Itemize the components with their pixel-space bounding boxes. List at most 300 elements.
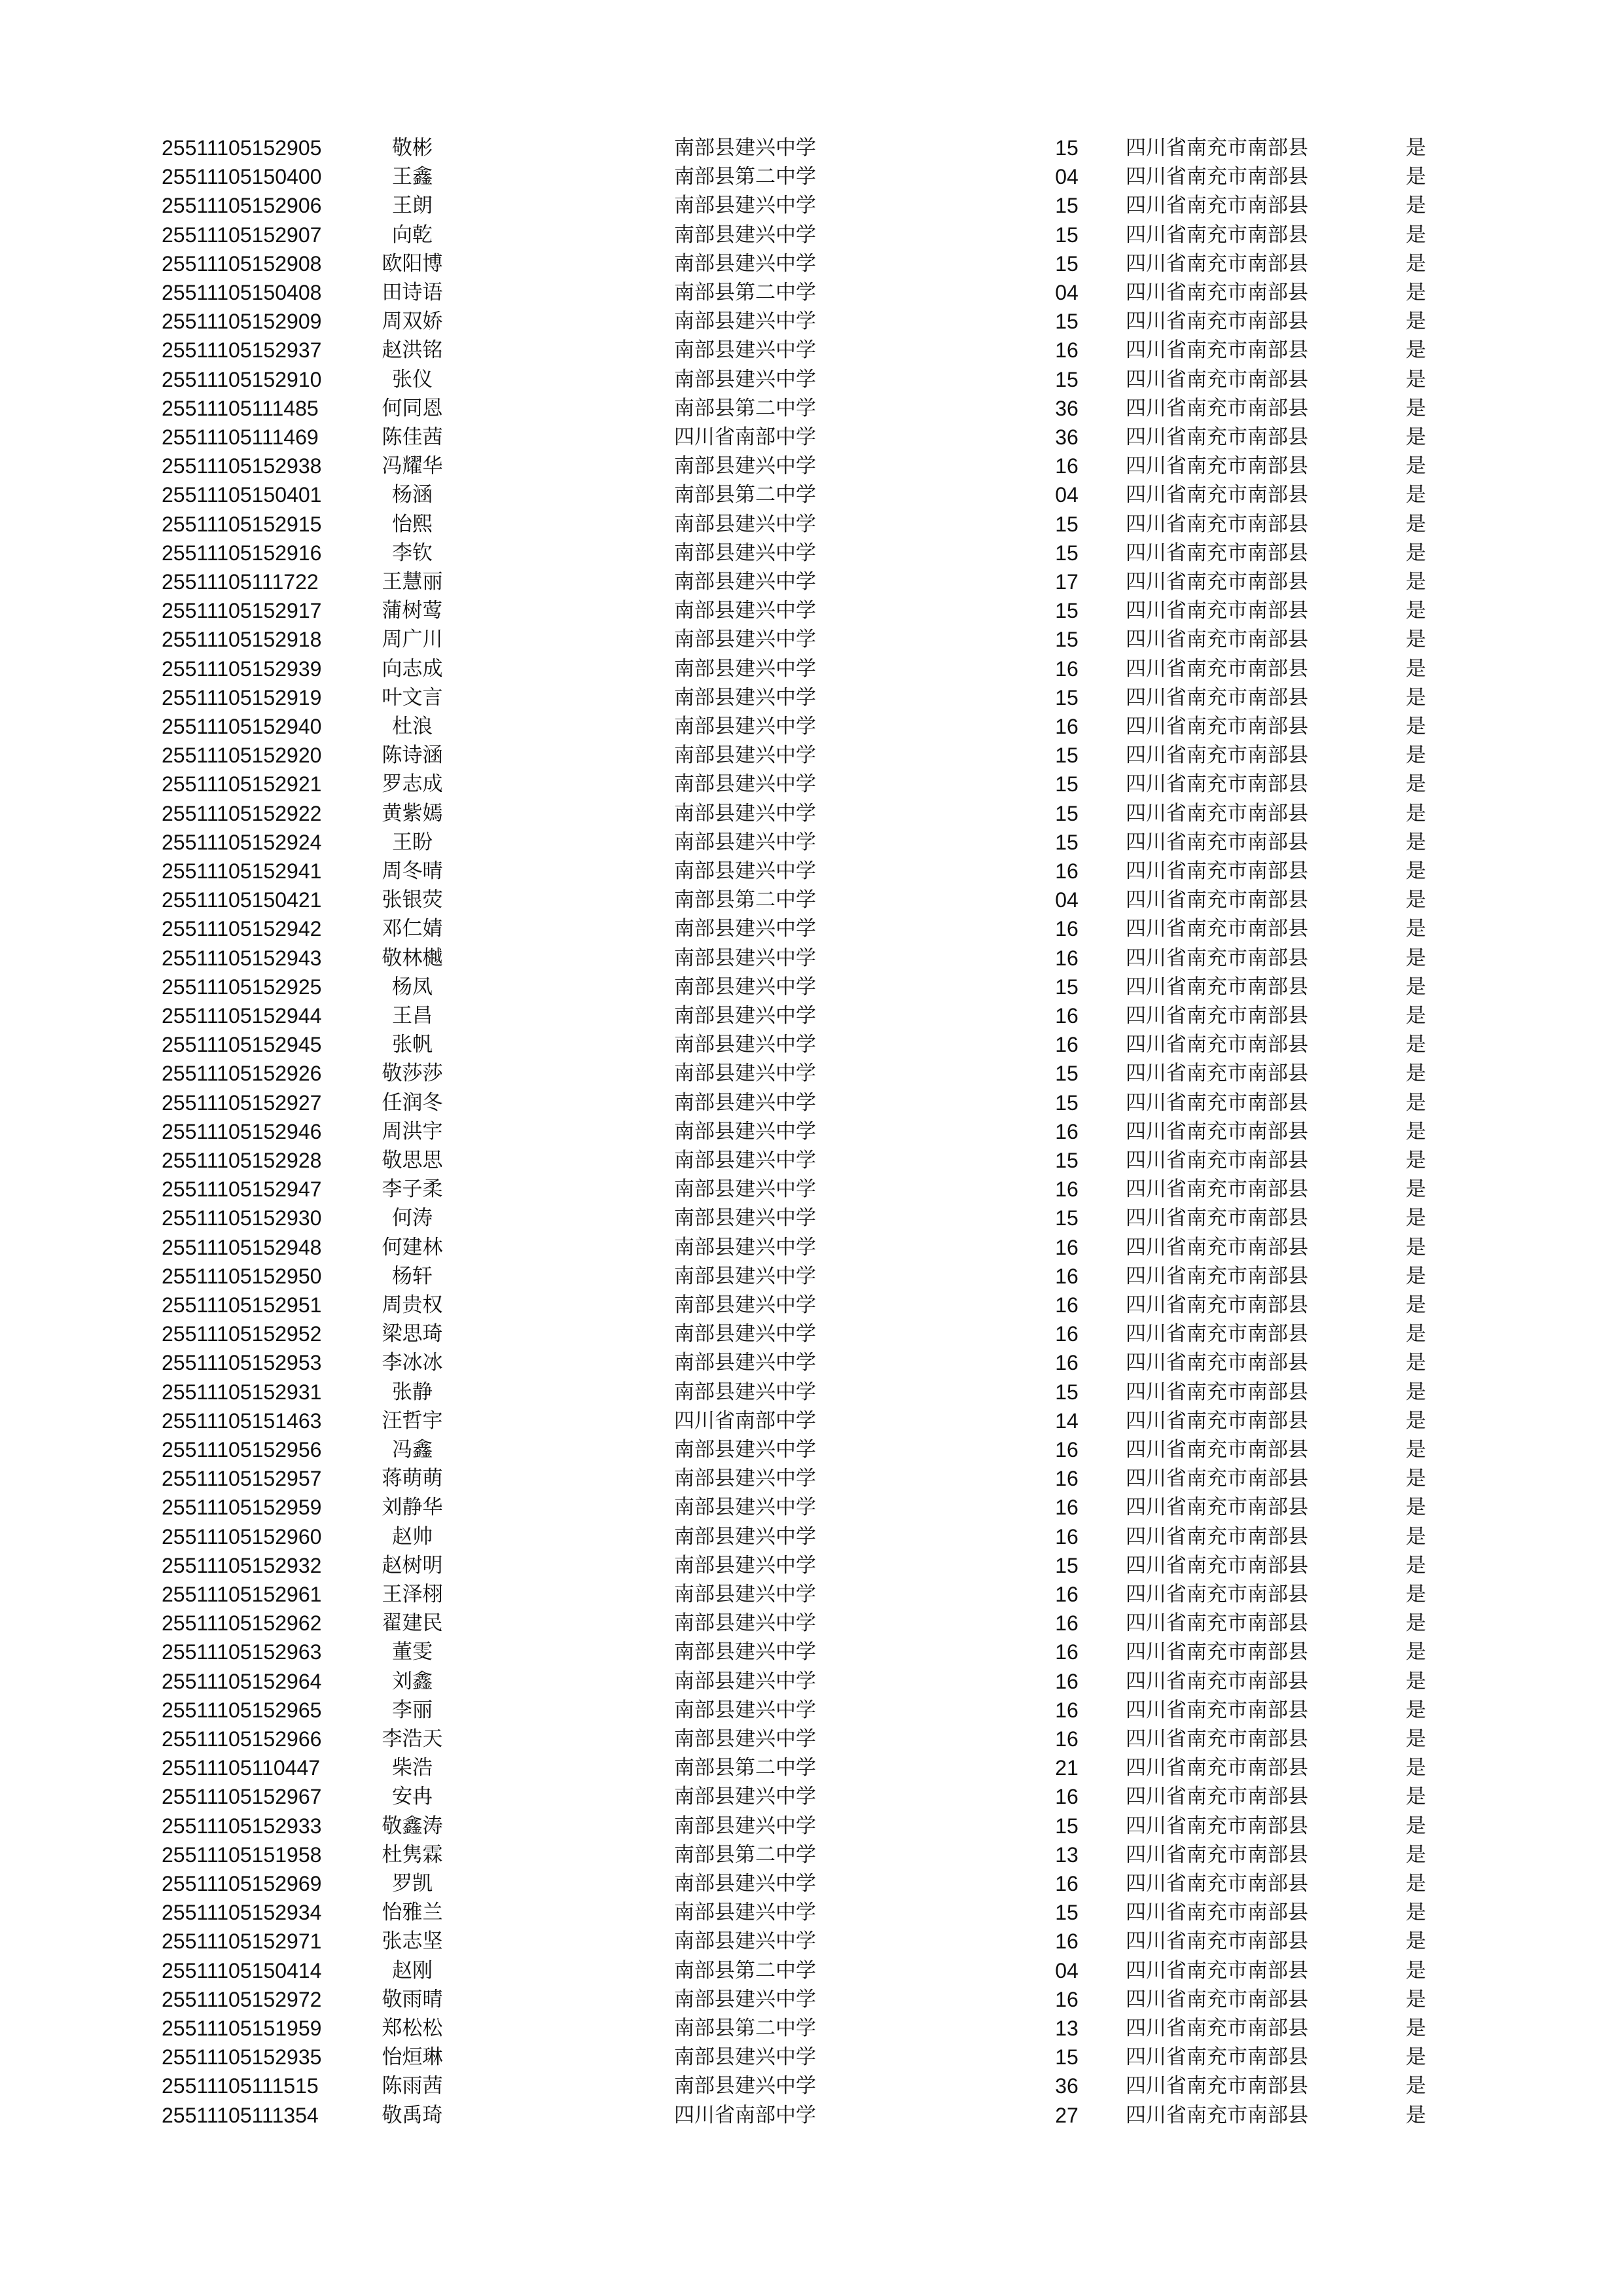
region-name: 四川省南充市南部县 (1126, 1090, 1308, 1115)
student-name: 柴浩 (392, 1756, 433, 1780)
student-id: 25511105150400 (162, 165, 322, 189)
status-flag: 是 (1406, 744, 1426, 768)
school-name: 南部县建兴中学 (674, 975, 816, 999)
table-row (0, 567, 1623, 596)
status-flag: 是 (1406, 483, 1426, 507)
status-flag: 是 (1406, 396, 1426, 420)
class-number: 15 (1055, 975, 1079, 999)
student-name: 王昌 (392, 1004, 433, 1028)
region-name: 四川省南充市南部县 (1126, 1351, 1308, 1375)
student-id: 25511105150408 (162, 281, 322, 304)
student-name: 董雯 (392, 1640, 433, 1664)
table-row (0, 2101, 1623, 2130)
school-name: 四川省南部中学 (674, 2103, 816, 2127)
class-number: 15 (1055, 801, 1079, 825)
class-number: 36 (1055, 425, 1079, 449)
class-number: 15 (1055, 744, 1079, 768)
school-name: 南部县建兴中学 (674, 1119, 816, 1143)
table-row (0, 1638, 1623, 1666)
student-id: 25511105152920 (162, 744, 322, 768)
status-flag: 是 (1406, 223, 1426, 247)
school-name: 南部县建兴中学 (674, 1872, 816, 1895)
class-number: 16 (1055, 1177, 1079, 1202)
school-name: 南部县建兴中学 (674, 570, 816, 594)
region-name: 四川省南充市南部县 (1126, 715, 1308, 738)
student-name: 敬林樾 (382, 946, 443, 970)
status-flag: 是 (1406, 1814, 1426, 1838)
region-name: 四川省南充市南部县 (1126, 194, 1308, 218)
student-name: 李冰冰 (382, 1351, 443, 1375)
region-name: 四川省南充市南部县 (1126, 454, 1308, 478)
school-name: 南部县建兴中学 (674, 1467, 816, 1491)
student-id: 25511105152959 (162, 1496, 322, 1520)
student-name: 赵洪铭 (382, 338, 443, 363)
school-name: 南部县建兴中学 (674, 338, 816, 363)
table-row (0, 1782, 1623, 1811)
student-id: 25511105152967 (162, 1785, 322, 1809)
student-name: 刘静华 (382, 1496, 443, 1520)
table-row (0, 596, 1623, 625)
class-number: 16 (1055, 1496, 1079, 1520)
student-id: 25511105152928 (162, 1149, 322, 1172)
class-number: 15 (1055, 1149, 1079, 1172)
student-id: 25511105152916 (162, 541, 322, 565)
student-id: 25511105152947 (162, 1177, 322, 1202)
class-number: 15 (1055, 1062, 1079, 1086)
student-id: 25511105152915 (162, 512, 322, 536)
class-number: 16 (1055, 1727, 1079, 1751)
student-id: 25511105150421 (162, 888, 322, 912)
status-flag: 是 (1406, 425, 1426, 449)
school-name: 南部县建兴中学 (674, 223, 816, 247)
region-name: 四川省南充市南部县 (1126, 1033, 1308, 1057)
table-row (0, 799, 1623, 828)
table-row (0, 2014, 1623, 2043)
student-name: 邓仁婧 (382, 917, 443, 941)
student-name: 冯鑫 (392, 1438, 433, 1462)
region-name: 四川省南充市南部县 (1126, 1872, 1308, 1895)
school-name: 南部县建兴中学 (674, 1901, 816, 1925)
student-name: 张仪 (392, 367, 433, 391)
table-row (0, 944, 1623, 973)
school-name: 南部县第二中学 (674, 1958, 816, 1982)
region-name: 四川省南充市南部县 (1126, 1640, 1308, 1664)
table-row (0, 1348, 1623, 1377)
class-number: 16 (1055, 1264, 1079, 1288)
region-name: 四川省南充市南部县 (1126, 1177, 1308, 1202)
table-row (0, 162, 1623, 191)
region-name: 四川省南充市南部县 (1126, 946, 1308, 970)
class-number: 15 (1055, 251, 1079, 276)
region-name: 四川省南充市南部县 (1126, 165, 1308, 189)
class-number: 16 (1055, 946, 1079, 970)
student-name: 翟建民 (382, 1611, 443, 1636)
status-flag: 是 (1406, 1235, 1426, 1259)
school-name: 南部县建兴中学 (674, 1611, 816, 1636)
table-row (0, 452, 1623, 480)
class-number: 16 (1055, 1293, 1079, 1317)
student-name: 敬雨晴 (382, 1987, 443, 2011)
student-id: 25511105152905 (162, 136, 322, 160)
status-flag: 是 (1406, 975, 1426, 999)
student-name: 田诗语 (382, 281, 443, 304)
student-name: 何建林 (382, 1235, 443, 1259)
region-name: 四川省南充市南部县 (1126, 1004, 1308, 1028)
student-name: 杨涵 (392, 483, 433, 507)
table-row (0, 221, 1623, 249)
class-number: 15 (1055, 512, 1079, 536)
school-name: 南部县第二中学 (674, 1842, 816, 1867)
class-number: 36 (1055, 396, 1079, 420)
region-name: 四川省南充市南部县 (1126, 1958, 1308, 1982)
table-row (0, 655, 1623, 683)
table-row (0, 365, 1623, 394)
class-number: 14 (1055, 1408, 1079, 1433)
class-number: 15 (1055, 1380, 1079, 1404)
status-flag: 是 (1406, 917, 1426, 941)
class-number: 15 (1055, 2045, 1079, 2070)
status-flag: 是 (1406, 1177, 1426, 1202)
class-number: 36 (1055, 2074, 1079, 2098)
student-name: 赵帅 (392, 1524, 433, 1549)
status-flag: 是 (1406, 1062, 1426, 1086)
student-name: 李浩天 (382, 1727, 443, 1751)
student-name: 陈诗涵 (382, 744, 443, 768)
table-row (0, 1001, 1623, 1030)
status-flag: 是 (1406, 1698, 1426, 1722)
region-name: 四川省南充市南部县 (1126, 1553, 1308, 1577)
status-flag: 是 (1406, 1958, 1426, 1982)
region-name: 四川省南充市南部县 (1126, 917, 1308, 941)
school-name: 南部县建兴中学 (674, 946, 816, 970)
class-number: 16 (1055, 1322, 1079, 1346)
table-row (0, 1117, 1623, 1146)
student-name: 杜隽霖 (382, 1842, 443, 1867)
table-row (0, 1204, 1623, 1232)
region-name: 四川省南充市南部县 (1126, 1814, 1308, 1838)
region-name: 四川省南充市南部县 (1126, 685, 1308, 709)
student-id: 25511105152972 (162, 1987, 322, 2011)
school-name: 南部县建兴中学 (674, 512, 816, 536)
table-row (0, 1059, 1623, 1088)
status-flag: 是 (1406, 1467, 1426, 1491)
table-row (0, 480, 1623, 509)
student-name: 周贵权 (382, 1293, 443, 1317)
student-name: 敬禹琦 (382, 2103, 443, 2127)
class-number: 15 (1055, 136, 1079, 160)
table-row (0, 886, 1623, 914)
school-name: 南部县建兴中学 (674, 1351, 816, 1375)
student-name: 王泽栩 (382, 1583, 443, 1606)
status-flag: 是 (1406, 2103, 1426, 2127)
school-name: 南部县第二中学 (674, 1756, 816, 1780)
region-name: 四川省南充市南部县 (1126, 628, 1308, 652)
status-flag: 是 (1406, 1090, 1426, 1115)
class-number: 15 (1055, 194, 1079, 218)
student-id: 25511105151463 (162, 1408, 322, 1433)
school-name: 南部县建兴中学 (674, 454, 816, 478)
class-number: 16 (1055, 715, 1079, 738)
class-number: 13 (1055, 2017, 1079, 2040)
student-id: 25511105152926 (162, 1062, 322, 1086)
region-name: 四川省南充市南部县 (1126, 1756, 1308, 1780)
class-number: 16 (1055, 338, 1079, 363)
table-row (0, 1580, 1623, 1609)
student-name: 敬思思 (382, 1149, 443, 1172)
student-name: 李钦 (392, 541, 433, 565)
region-name: 四川省南充市南部县 (1126, 367, 1308, 391)
region-name: 四川省南充市南部县 (1126, 801, 1308, 825)
status-flag: 是 (1406, 685, 1426, 709)
region-name: 四川省南充市南部县 (1126, 136, 1308, 160)
table-row (0, 712, 1623, 741)
student-id: 25511105152908 (162, 251, 322, 276)
student-id: 25511105152957 (162, 1467, 322, 1491)
student-id: 25511105152940 (162, 715, 322, 738)
school-name: 南部县建兴中学 (674, 1987, 816, 2011)
status-flag: 是 (1406, 1206, 1426, 1230)
school-name: 南部县第二中学 (674, 2017, 816, 2040)
class-number: 15 (1055, 599, 1079, 623)
region-name: 四川省南充市南部县 (1126, 310, 1308, 334)
region-name: 四川省南充市南部县 (1126, 2017, 1308, 2040)
student-id: 25511105110447 (162, 1756, 321, 1780)
region-name: 四川省南充市南部县 (1126, 656, 1308, 681)
table-row (0, 423, 1623, 452)
status-flag: 是 (1406, 656, 1426, 681)
table-row (0, 1696, 1623, 1725)
school-name: 南部县建兴中学 (674, 1438, 816, 1462)
class-number: 16 (1055, 1872, 1079, 1895)
student-id: 25511105152952 (162, 1322, 322, 1346)
student-name: 张志坚 (382, 1929, 443, 1954)
status-flag: 是 (1406, 1669, 1426, 1693)
student-id: 25511105152965 (162, 1698, 322, 1722)
class-number: 16 (1055, 1004, 1079, 1028)
region-name: 四川省南充市南部县 (1126, 281, 1308, 304)
status-flag: 是 (1406, 1583, 1426, 1606)
status-flag: 是 (1406, 310, 1426, 334)
table-row (0, 1407, 1623, 1435)
school-name: 南部县建兴中学 (674, 917, 816, 941)
student-id: 25511105152960 (162, 1524, 322, 1549)
status-flag: 是 (1406, 1149, 1426, 1172)
table-row (0, 510, 1623, 539)
school-name: 南部县建兴中学 (674, 656, 816, 681)
status-flag: 是 (1406, 1785, 1426, 1809)
class-number: 16 (1055, 917, 1079, 941)
region-name: 四川省南充市南部县 (1126, 2074, 1308, 2098)
school-name: 南部县第二中学 (674, 483, 816, 507)
status-flag: 是 (1406, 1987, 1426, 2011)
student-name: 陈佳茜 (382, 425, 443, 449)
status-flag: 是 (1406, 1119, 1426, 1143)
region-name: 四川省南充市南部县 (1126, 1901, 1308, 1925)
student-id: 25511105152950 (162, 1264, 322, 1288)
class-number: 16 (1055, 1785, 1079, 1809)
school-name: 南部县建兴中学 (674, 1090, 816, 1115)
table-row (0, 1146, 1623, 1175)
status-flag: 是 (1406, 2017, 1426, 2040)
student-id: 25511105152948 (162, 1235, 322, 1259)
region-name: 四川省南充市南部县 (1126, 1669, 1308, 1693)
student-id: 25511105152951 (162, 1293, 322, 1317)
region-name: 四川省南充市南部县 (1126, 1583, 1308, 1606)
student-name: 周双娇 (382, 310, 443, 334)
region-name: 四川省南充市南部县 (1126, 1785, 1308, 1809)
status-flag: 是 (1406, 251, 1426, 276)
student-id: 25511105152961 (162, 1583, 322, 1606)
class-number: 16 (1055, 1438, 1079, 1462)
student-id: 25511105152963 (162, 1640, 322, 1664)
region-name: 四川省南充市南部县 (1126, 1524, 1308, 1549)
class-number: 16 (1055, 1698, 1079, 1722)
region-name: 四川省南充市南部县 (1126, 1842, 1308, 1867)
table-row (0, 278, 1623, 307)
region-name: 四川省南充市南部县 (1126, 396, 1308, 420)
table-row (0, 1609, 1623, 1638)
student-name: 王朗 (392, 194, 433, 218)
class-number: 16 (1055, 859, 1079, 883)
status-flag: 是 (1406, 1553, 1426, 1577)
school-name: 南部县建兴中学 (674, 1553, 816, 1577)
school-name: 南部县建兴中学 (674, 1322, 816, 1346)
student-id: 25511105152971 (162, 1929, 322, 1954)
region-name: 四川省南充市南部县 (1126, 223, 1308, 247)
class-number: 16 (1055, 1611, 1079, 1636)
table-row (0, 1812, 1623, 1840)
student-name: 罗志成 (382, 772, 443, 797)
status-flag: 是 (1406, 512, 1426, 536)
region-name: 四川省南充市南部县 (1126, 1727, 1308, 1751)
student-id: 25511105152919 (162, 685, 322, 709)
class-number: 16 (1055, 656, 1079, 681)
status-flag: 是 (1406, 1901, 1426, 1925)
student-id: 25511105150414 (162, 1958, 322, 1982)
school-name: 南部县建兴中学 (674, 310, 816, 334)
student-id: 25511105151958 (162, 1842, 322, 1867)
student-id: 25511105152946 (162, 1119, 322, 1143)
school-name: 南部县建兴中学 (674, 599, 816, 623)
region-name: 四川省南充市南部县 (1126, 1987, 1308, 2011)
region-name: 四川省南充市南部县 (1126, 1698, 1308, 1722)
table-row (0, 770, 1623, 798)
student-name: 何涛 (392, 1206, 433, 1230)
region-name: 四川省南充市南部县 (1126, 512, 1308, 536)
student-id: 25511105152935 (162, 2045, 322, 2070)
student-name: 刘鑫 (392, 1669, 433, 1693)
table-row (0, 1753, 1623, 1782)
class-number: 15 (1055, 628, 1079, 652)
status-flag: 是 (1406, 1322, 1426, 1346)
student-name: 敬鑫涛 (382, 1814, 443, 1838)
class-number: 16 (1055, 1524, 1079, 1549)
student-name: 何同恩 (382, 396, 443, 420)
table-row (0, 249, 1623, 278)
status-flag: 是 (1406, 1293, 1426, 1317)
school-name: 南部县建兴中学 (674, 1380, 816, 1404)
table-row (0, 1262, 1623, 1291)
region-name: 四川省南充市南部县 (1126, 1611, 1308, 1636)
school-name: 南部县建兴中学 (674, 1583, 816, 1606)
region-name: 四川省南充市南部县 (1126, 830, 1308, 854)
student-name: 怡雅兰 (382, 1901, 443, 1925)
class-number: 16 (1055, 1119, 1079, 1143)
student-name: 黄紫嫣 (382, 801, 443, 825)
status-flag: 是 (1406, 1524, 1426, 1549)
student-name: 杜浪 (392, 715, 433, 738)
school-name: 南部县建兴中学 (674, 1149, 816, 1172)
status-flag: 是 (1406, 570, 1426, 594)
table-row (0, 1319, 1623, 1348)
school-name: 南部县第二中学 (674, 888, 816, 912)
status-flag: 是 (1406, 541, 1426, 565)
student-name: 张银荧 (382, 888, 443, 912)
school-name: 南部县建兴中学 (674, 1206, 816, 1230)
student-id: 25511105152921 (162, 772, 322, 797)
class-number: 04 (1055, 483, 1079, 507)
class-number: 15 (1055, 685, 1079, 709)
table-row (0, 1378, 1623, 1407)
student-name: 王慧丽 (382, 570, 443, 594)
student-id: 25511105152943 (162, 946, 322, 970)
status-flag: 是 (1406, 194, 1426, 218)
class-number: 16 (1055, 1640, 1079, 1664)
student-id: 25511105152969 (162, 1872, 322, 1895)
student-id: 25511105152924 (162, 830, 322, 854)
table-row (0, 683, 1623, 712)
status-flag: 是 (1406, 1611, 1426, 1636)
table-row (0, 1435, 1623, 1464)
region-name: 四川省南充市南部县 (1126, 1438, 1308, 1462)
status-flag: 是 (1406, 1496, 1426, 1520)
school-name: 南部县第二中学 (674, 165, 816, 189)
school-name: 南部县建兴中学 (674, 744, 816, 768)
student-id: 25511105152907 (162, 223, 322, 247)
table-row (0, 1030, 1623, 1059)
school-name: 南部县建兴中学 (674, 772, 816, 797)
table-row (0, 1464, 1623, 1493)
status-flag: 是 (1406, 830, 1426, 854)
status-flag: 是 (1406, 599, 1426, 623)
school-name: 南部县建兴中学 (674, 2045, 816, 2070)
class-number: 15 (1055, 310, 1079, 334)
school-name: 南部县建兴中学 (674, 1698, 816, 1722)
region-name: 四川省南充市南部县 (1126, 1380, 1308, 1404)
status-flag: 是 (1406, 165, 1426, 189)
table-row (0, 1985, 1623, 2014)
table-row (0, 1551, 1623, 1580)
student-name: 梁思琦 (382, 1322, 443, 1346)
table-row (0, 2072, 1623, 2100)
school-name: 南部县建兴中学 (674, 859, 816, 883)
table-row (0, 191, 1623, 220)
class-number: 15 (1055, 367, 1079, 391)
table-row (0, 2043, 1623, 2072)
status-flag: 是 (1406, 136, 1426, 160)
student-id: 25511105152953 (162, 1351, 322, 1375)
region-name: 四川省南充市南部县 (1126, 744, 1308, 768)
school-name: 四川省南部中学 (674, 1408, 816, 1433)
status-flag: 是 (1406, 1380, 1426, 1404)
student-name: 周广川 (382, 628, 443, 652)
class-number: 17 (1055, 570, 1079, 594)
school-name: 南部县建兴中学 (674, 1062, 816, 1086)
student-id: 25511105111485 (162, 396, 319, 420)
status-flag: 是 (1406, 1351, 1426, 1375)
student-name: 王鑫 (392, 165, 433, 189)
school-name: 南部县建兴中学 (674, 1785, 816, 1809)
